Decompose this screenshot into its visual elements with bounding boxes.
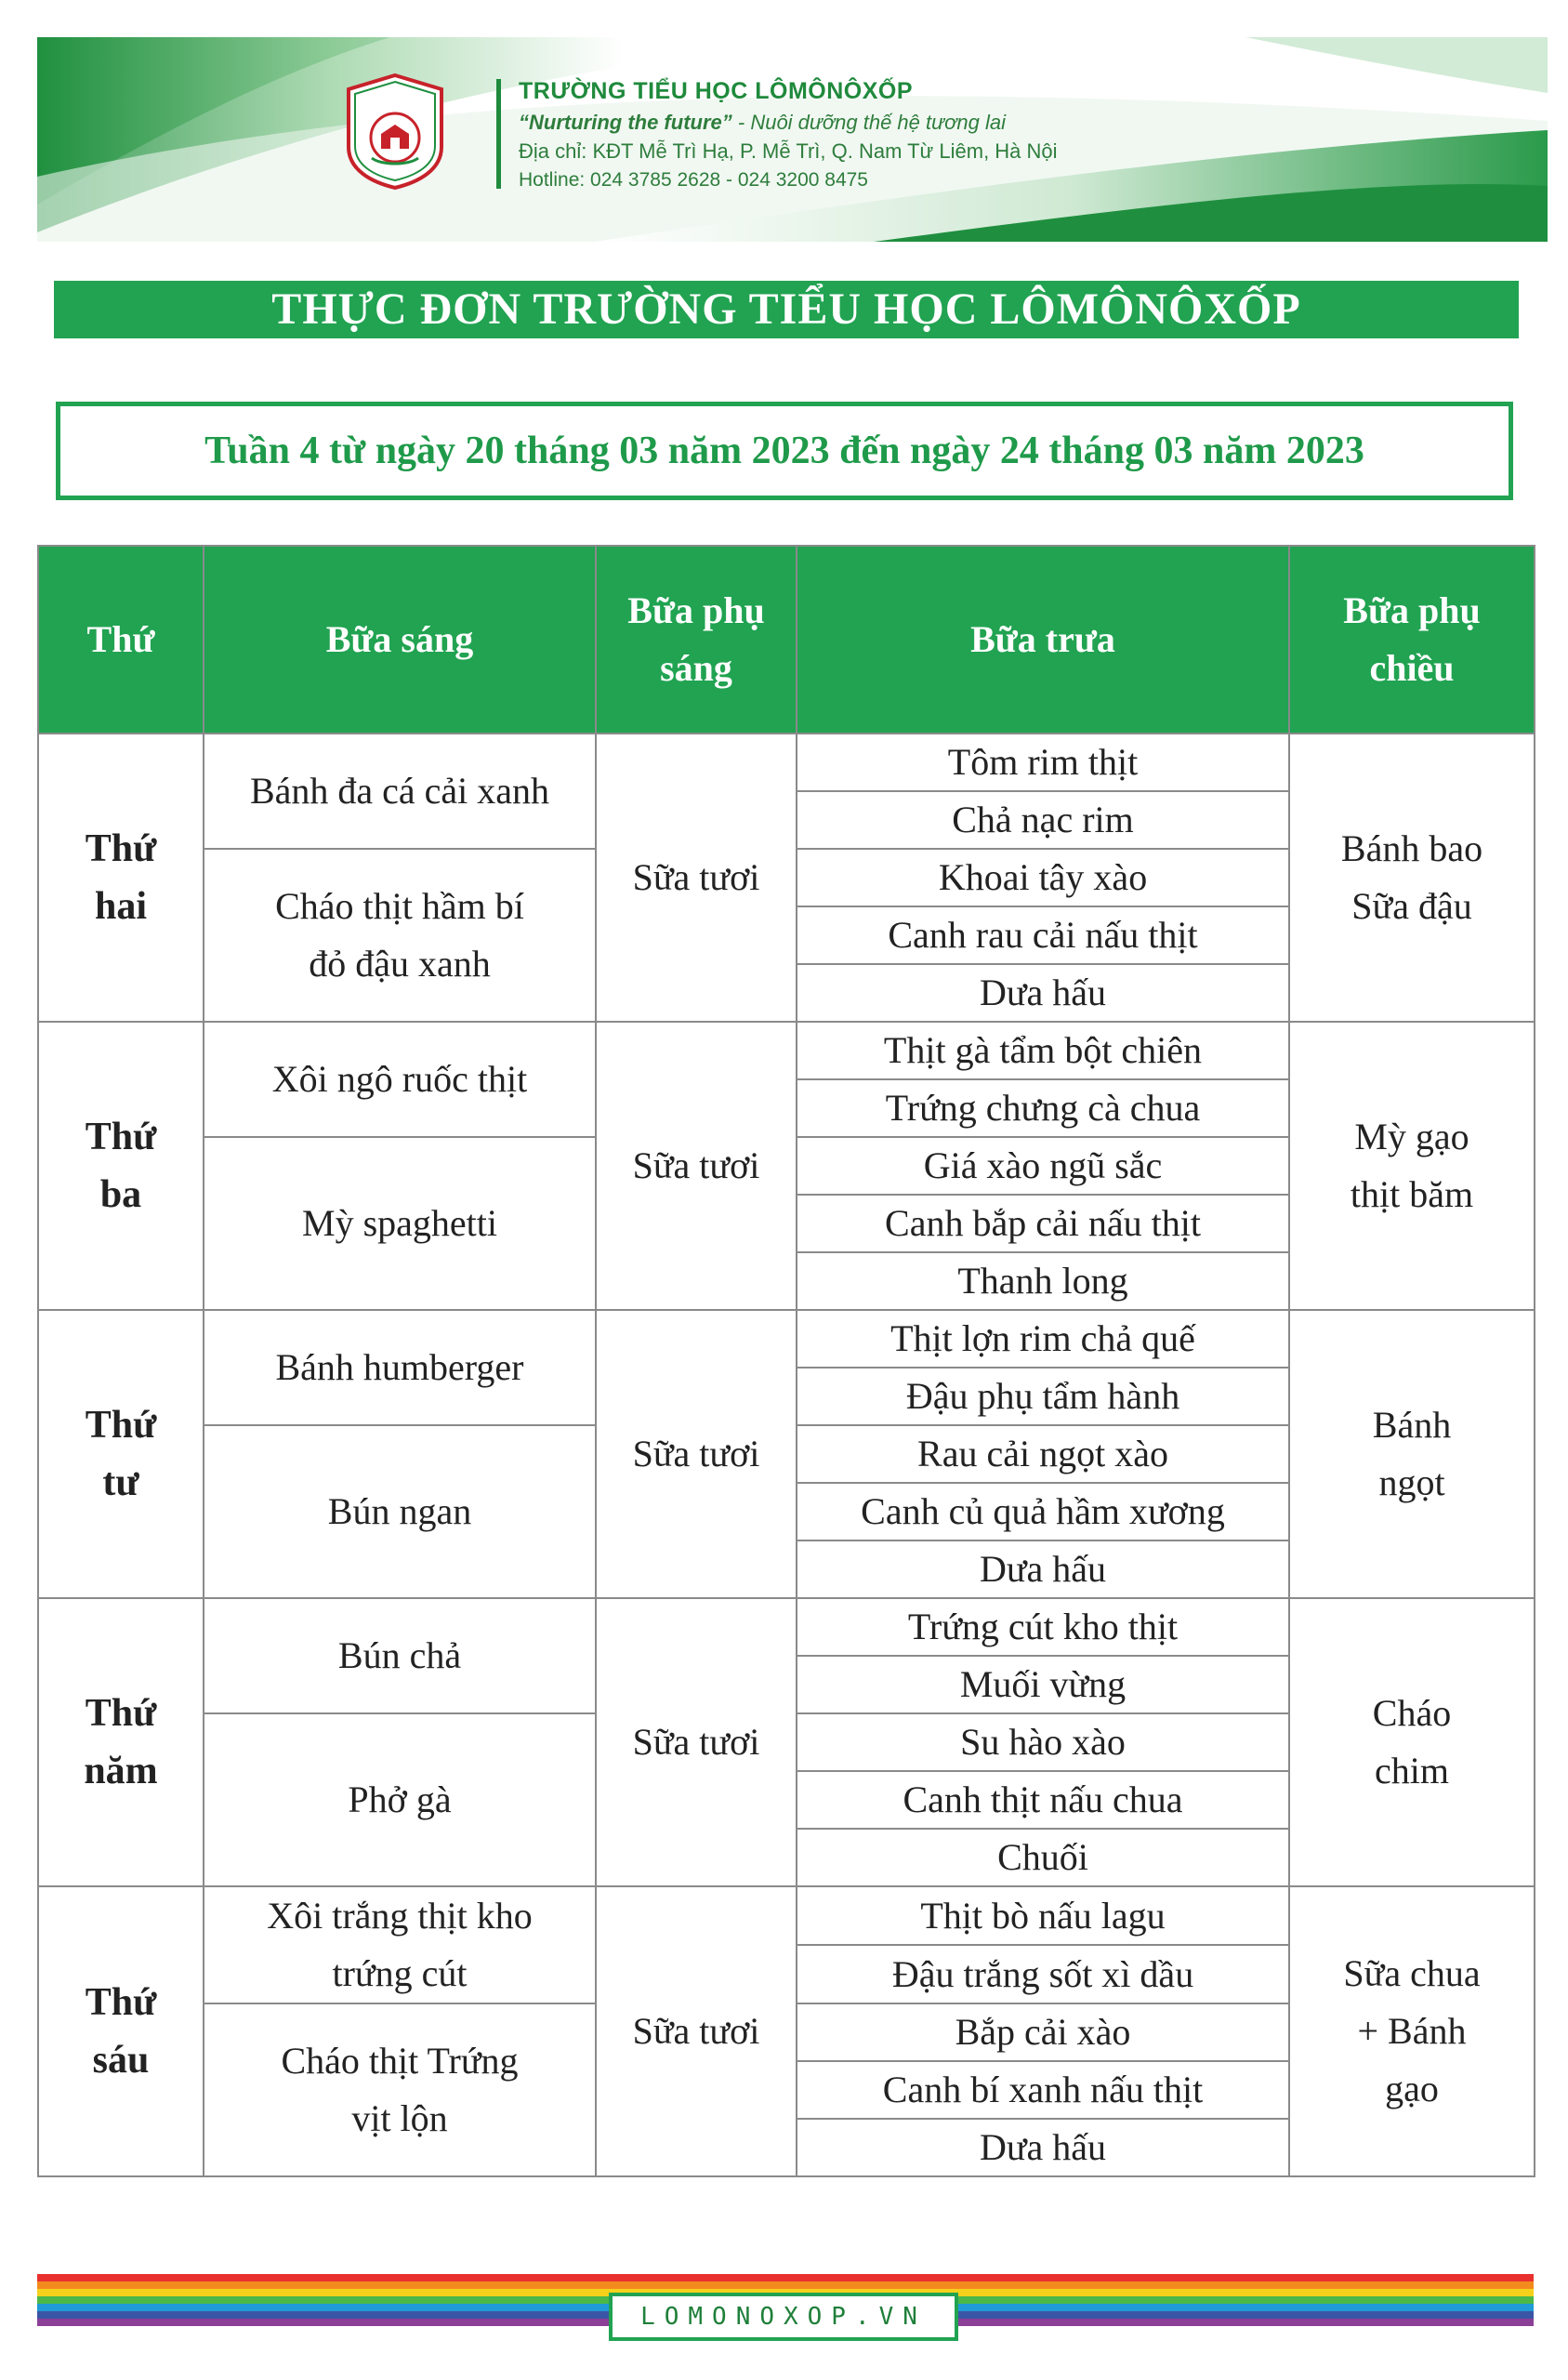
lunch-item: Trứng chưng cà chua (797, 1079, 1289, 1137)
week-range: Tuần 4 từ ngày 20 tháng 03 năm 2023 đến ngày 24 tháng 03 năm 2023 (56, 402, 1513, 500)
rainbow-stripe (37, 2281, 1534, 2289)
rainbow-stripe (37, 2274, 1534, 2281)
lunch-item: Thịt bò nấu lagu (797, 1886, 1289, 1945)
lunch-item: Tôm rim thịt (797, 734, 1289, 791)
lunch-item: Chả nạc rim (797, 791, 1289, 849)
header-snack-morning: Bữa phụ sáng (596, 546, 797, 734)
lunch-item: Thịt gà tẩm bột chiên (797, 1022, 1289, 1079)
table-row (38, 1310, 1535, 1368)
menu-title: THỰC ĐƠN TRƯỜNG TIỂU HỌC LÔMÔNÔXỐP (54, 281, 1519, 338)
lunch-item: Canh bí xanh nấu thịt (797, 2061, 1289, 2119)
header-day: Thứ (38, 546, 204, 734)
slogan-vi: - Nuôi dưỡng thế hệ tương lai (731, 111, 1006, 134)
website-label: LOMONOXOP.VN (609, 2293, 958, 2341)
lunch-item: Dưa hấu (797, 1540, 1289, 1598)
school-address: Địa chỉ: KĐT Mễ Trì Hạ, P. Mễ Trì, Q. Nam Từ Liêm, Hà Nội (519, 139, 1058, 163)
breakfast-cell: Mỳ spaghetti (204, 1137, 596, 1310)
breakfast-cell: Bánh humberger (204, 1310, 596, 1425)
breakfast-cell: Bún chả (204, 1598, 596, 1713)
breakfast-cell: Bún ngan (204, 1425, 596, 1598)
breakfast-cell: Bánh đa cá cải xanh (204, 734, 596, 849)
header-lunch: Bữa trưa (797, 546, 1289, 734)
day-cell: Thứ sáu (38, 1886, 204, 2176)
snack-afternoon-cell: Bánh bao Sữa đậu (1289, 734, 1535, 1022)
header-breakfast: Bữa sáng (204, 546, 596, 734)
lunch-item: Giá xào ngũ sắc (797, 1137, 1289, 1195)
school-logo (344, 73, 446, 190)
table-row (38, 1022, 1535, 1079)
table-row (38, 1886, 1535, 1945)
snack-afternoon-cell: Sữa chua + Bánh gạo (1289, 1886, 1535, 2176)
school-info (519, 78, 1058, 192)
table-row (38, 734, 1535, 791)
header-banner (37, 37, 1548, 242)
breakfast-cell: Xôi trắng thịt kho trứng cút (204, 1886, 596, 2003)
table-row (38, 1598, 1535, 1656)
lunch-item: Đậu phụ tẩm hành (797, 1368, 1289, 1425)
breakfast-cell: Cháo thịt Trứng vịt lộn (204, 2003, 596, 2176)
table-body (38, 734, 1535, 2176)
lunch-item: Khoai tây xào (797, 849, 1289, 906)
slogan-en: “Nurturing the future” (519, 111, 732, 134)
lunch-item: Dưa hấu (797, 2119, 1289, 2176)
lunch-item: Canh bắp cải nấu thịt (797, 1195, 1289, 1252)
school-slogan (519, 111, 1058, 135)
day-cell: Thứ hai (38, 734, 204, 1022)
lunch-item: Thịt lợn rim chả quế (797, 1310, 1289, 1368)
snack-afternoon-cell: Mỳ gạo thịt băm (1289, 1022, 1535, 1310)
lunch-item: Đậu trắng sốt xì dầu (797, 1945, 1289, 2003)
lunch-item: Canh rau cải nấu thịt (797, 906, 1289, 964)
lunch-item: Bắp cải xào (797, 2003, 1289, 2061)
school-name: TRƯỜNG TIỂU HỌC LÔMÔNÔXỐP (519, 78, 914, 104)
lunch-item: Muối vừng (797, 1656, 1289, 1713)
snack-morning-cell: Sữa tươi (596, 1598, 797, 1886)
day-cell: Thứ ba (38, 1022, 204, 1310)
lunch-item: Trứng cút kho thịt (797, 1598, 1289, 1656)
header-snack-afternoon: Bữa phụ chiều (1289, 546, 1535, 734)
lunch-item: Chuối (797, 1829, 1289, 1886)
snack-morning-cell: Sữa tươi (596, 1310, 797, 1598)
breakfast-cell: Xôi ngô ruốc thịt (204, 1022, 596, 1137)
lunch-item: Canh thịt nấu chua (797, 1771, 1289, 1829)
breakfast-cell: Cháo thịt hầm bí đỏ đậu xanh (204, 849, 596, 1022)
lunch-item: Dưa hấu (797, 964, 1289, 1022)
header-divider (496, 79, 501, 189)
footer (37, 2274, 1534, 2360)
snack-morning-cell: Sữa tươi (596, 1886, 797, 2176)
lunch-item: Rau cải ngọt xào (797, 1425, 1289, 1483)
snack-morning-cell: Sữa tươi (596, 734, 797, 1022)
lunch-item: Su hào xào (797, 1713, 1289, 1771)
breakfast-cell: Phở gà (204, 1713, 596, 1886)
snack-afternoon-cell: Bánh ngọt (1289, 1310, 1535, 1598)
day-cell: Thứ năm (38, 1598, 204, 1886)
day-cell: Thứ tư (38, 1310, 204, 1598)
menu-table (37, 545, 1535, 2177)
school-hotline: Hotline: 024 3785 2628 - 024 3200 8475 (519, 169, 868, 191)
snack-morning-cell: Sữa tươi (596, 1022, 797, 1310)
table-header-row (38, 546, 1535, 734)
lunch-item: Thanh long (797, 1252, 1289, 1310)
lunch-item: Canh củ quả hầm xương (797, 1483, 1289, 1540)
snack-afternoon-cell: Cháo chim (1289, 1598, 1535, 1886)
